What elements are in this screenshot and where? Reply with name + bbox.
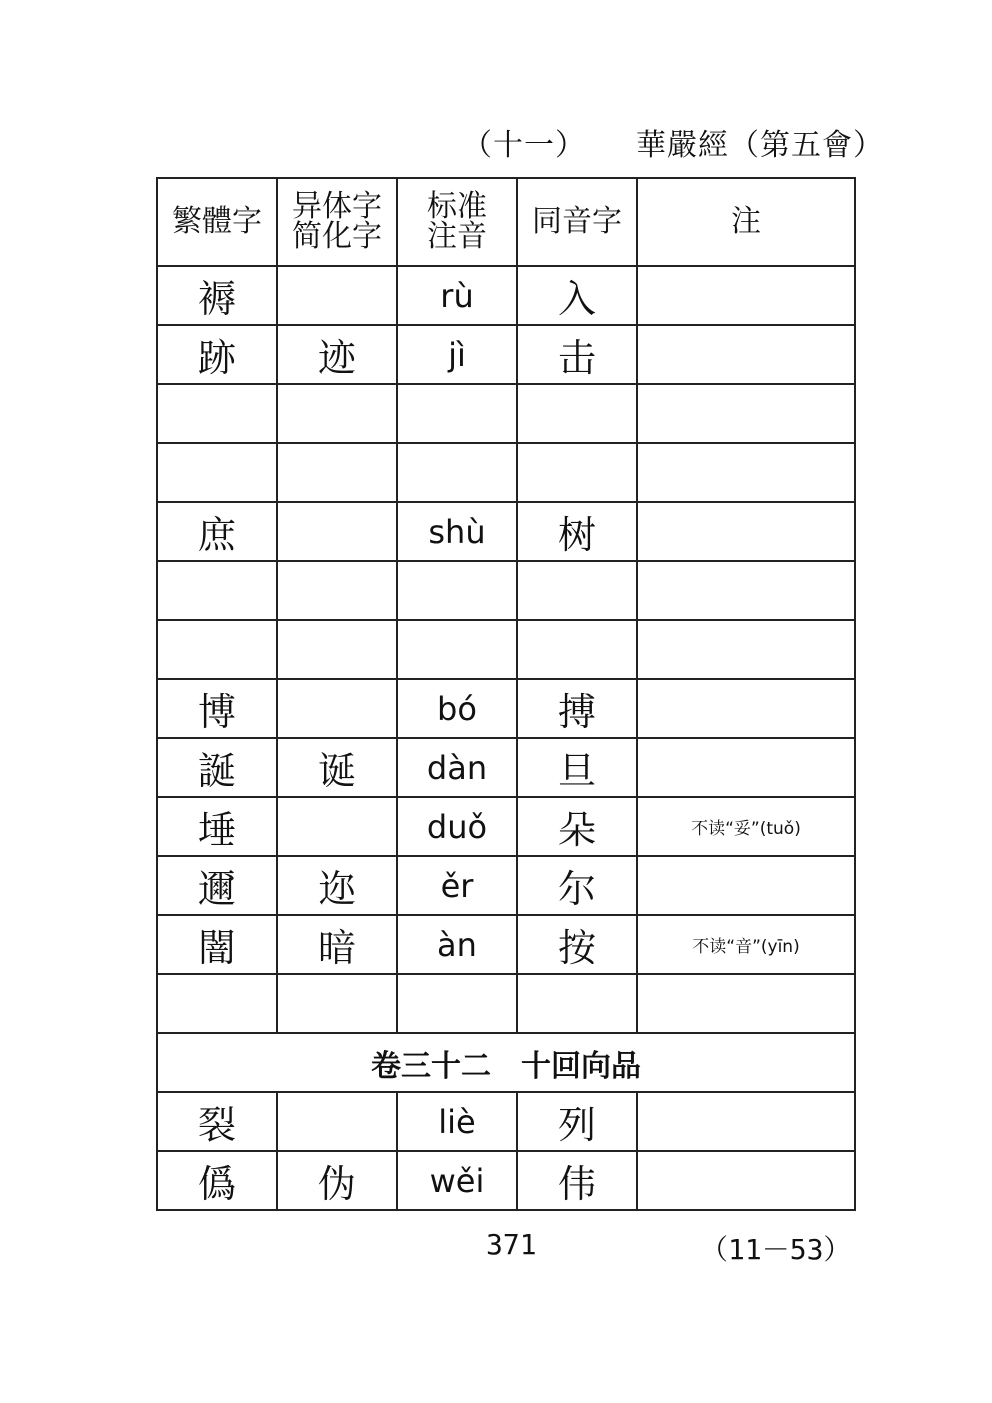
vocabulary-table (156, 177, 856, 1211)
cell-note (637, 384, 855, 443)
cell-pinyin (397, 620, 517, 679)
cell-homophone: 击 (517, 325, 637, 384)
header-sutra-title: 華嚴經（第五會） (636, 128, 884, 163)
cell-simplified: 迹 (277, 325, 397, 384)
table-row (157, 502, 855, 561)
cell-traditional: 僞 (157, 1151, 277, 1210)
header-pinyin-line2: 注音 (427, 219, 487, 254)
table-row (157, 974, 855, 1033)
cell-homophone: 尔 (517, 856, 637, 915)
header-pinyin-line1: 标准 (427, 189, 487, 224)
table-row (157, 738, 855, 797)
cell-note (637, 1151, 855, 1210)
header-note-line1: 注 (731, 204, 761, 239)
cell-traditional (157, 620, 277, 679)
header-variant-line1: 异体字 (292, 189, 382, 224)
cell-traditional: 邇 (157, 856, 277, 915)
cell-simplified (277, 974, 397, 1033)
header-variant-simplified (277, 178, 397, 266)
table-row (157, 1151, 855, 1210)
header-variant-line2: 简化字 (292, 219, 382, 254)
cell-homophone (517, 561, 637, 620)
table-row (157, 266, 855, 325)
cell-homophone: 伟 (517, 1151, 637, 1210)
cell-traditional (157, 974, 277, 1033)
volume-code: （11－53） (700, 1233, 852, 1266)
table-row (157, 679, 855, 738)
header-standard-pinyin (397, 178, 517, 266)
table-row (157, 325, 855, 384)
cell-simplified (277, 561, 397, 620)
cell-pinyin: jì (397, 325, 517, 384)
cell-homophone: 旦 (517, 738, 637, 797)
cell-simplified: 迩 (277, 856, 397, 915)
table-row (157, 443, 855, 502)
cell-traditional: 褥 (157, 266, 277, 325)
header-note (637, 178, 855, 266)
cell-note (637, 974, 855, 1033)
header-section-number: （十一） (462, 128, 586, 163)
cell-simplified (277, 679, 397, 738)
cell-simplified (277, 443, 397, 502)
cell-pinyin: bó (397, 679, 517, 738)
cell-homophone (517, 620, 637, 679)
header-traditional-line1: 繁體字 (172, 204, 262, 239)
page-number: 371 (486, 1228, 537, 1261)
cell-note (637, 1092, 855, 1151)
cell-traditional: 誕 (157, 738, 277, 797)
cell-pinyin: rù (397, 266, 517, 325)
cell-homophone: 搏 (517, 679, 637, 738)
cell-pinyin: liè (397, 1092, 517, 1151)
cell-traditional (157, 384, 277, 443)
cell-note (637, 738, 855, 797)
cell-note (637, 620, 855, 679)
cell-note: 不读“音”(yīn) (637, 915, 855, 974)
cell-simplified (277, 797, 397, 856)
cell-simplified (277, 384, 397, 443)
cell-pinyin: àn (397, 915, 517, 974)
cell-traditional: 跡 (157, 325, 277, 384)
cell-pinyin: wěi (397, 1151, 517, 1210)
cell-pinyin: duǒ (397, 797, 517, 856)
cell-simplified (277, 1092, 397, 1151)
cell-traditional: 裂 (157, 1092, 277, 1151)
cell-homophone (517, 974, 637, 1033)
cell-homophone (517, 384, 637, 443)
cell-traditional (157, 443, 277, 502)
cell-traditional: 博 (157, 679, 277, 738)
cell-traditional: 埵 (157, 797, 277, 856)
cell-note (637, 561, 855, 620)
table-row (157, 797, 855, 856)
cell-simplified: 暗 (277, 915, 397, 974)
cell-traditional (157, 561, 277, 620)
table-row (157, 561, 855, 620)
cell-homophone (517, 443, 637, 502)
table-row (157, 1092, 855, 1151)
table-row (157, 384, 855, 443)
cell-pinyin: dàn (397, 738, 517, 797)
cell-note (637, 856, 855, 915)
cell-simplified: 诞 (277, 738, 397, 797)
cell-note (637, 679, 855, 738)
cell-pinyin (397, 561, 517, 620)
cell-note (637, 502, 855, 561)
cell-note (637, 443, 855, 502)
cell-simplified (277, 266, 397, 325)
header-traditional (157, 178, 277, 266)
cell-note (637, 266, 855, 325)
table-row (157, 856, 855, 915)
section-heading: 卷三十二 十回向品 (157, 1033, 855, 1092)
cell-homophone: 列 (517, 1092, 637, 1151)
header-homophone-line1: 同音字 (532, 204, 622, 239)
cell-traditional: 闇 (157, 915, 277, 974)
cell-traditional: 庶 (157, 502, 277, 561)
cell-simplified (277, 620, 397, 679)
section-heading-row (157, 1033, 855, 1092)
cell-simplified: 伪 (277, 1151, 397, 1210)
cell-simplified (277, 502, 397, 561)
header-homophone (517, 178, 637, 266)
cell-pinyin: ěr (397, 856, 517, 915)
cell-note: 不读“妥”(tuǒ) (637, 797, 855, 856)
cell-pinyin (397, 974, 517, 1033)
table-header-row (157, 178, 855, 266)
table-row (157, 620, 855, 679)
cell-pinyin (397, 384, 517, 443)
cell-note (637, 325, 855, 384)
cell-homophone: 入 (517, 266, 637, 325)
cell-homophone: 树 (517, 502, 637, 561)
cell-pinyin (397, 443, 517, 502)
cell-homophone: 按 (517, 915, 637, 974)
table-row (157, 915, 855, 974)
cell-homophone: 朵 (517, 797, 637, 856)
cell-pinyin: shù (397, 502, 517, 561)
